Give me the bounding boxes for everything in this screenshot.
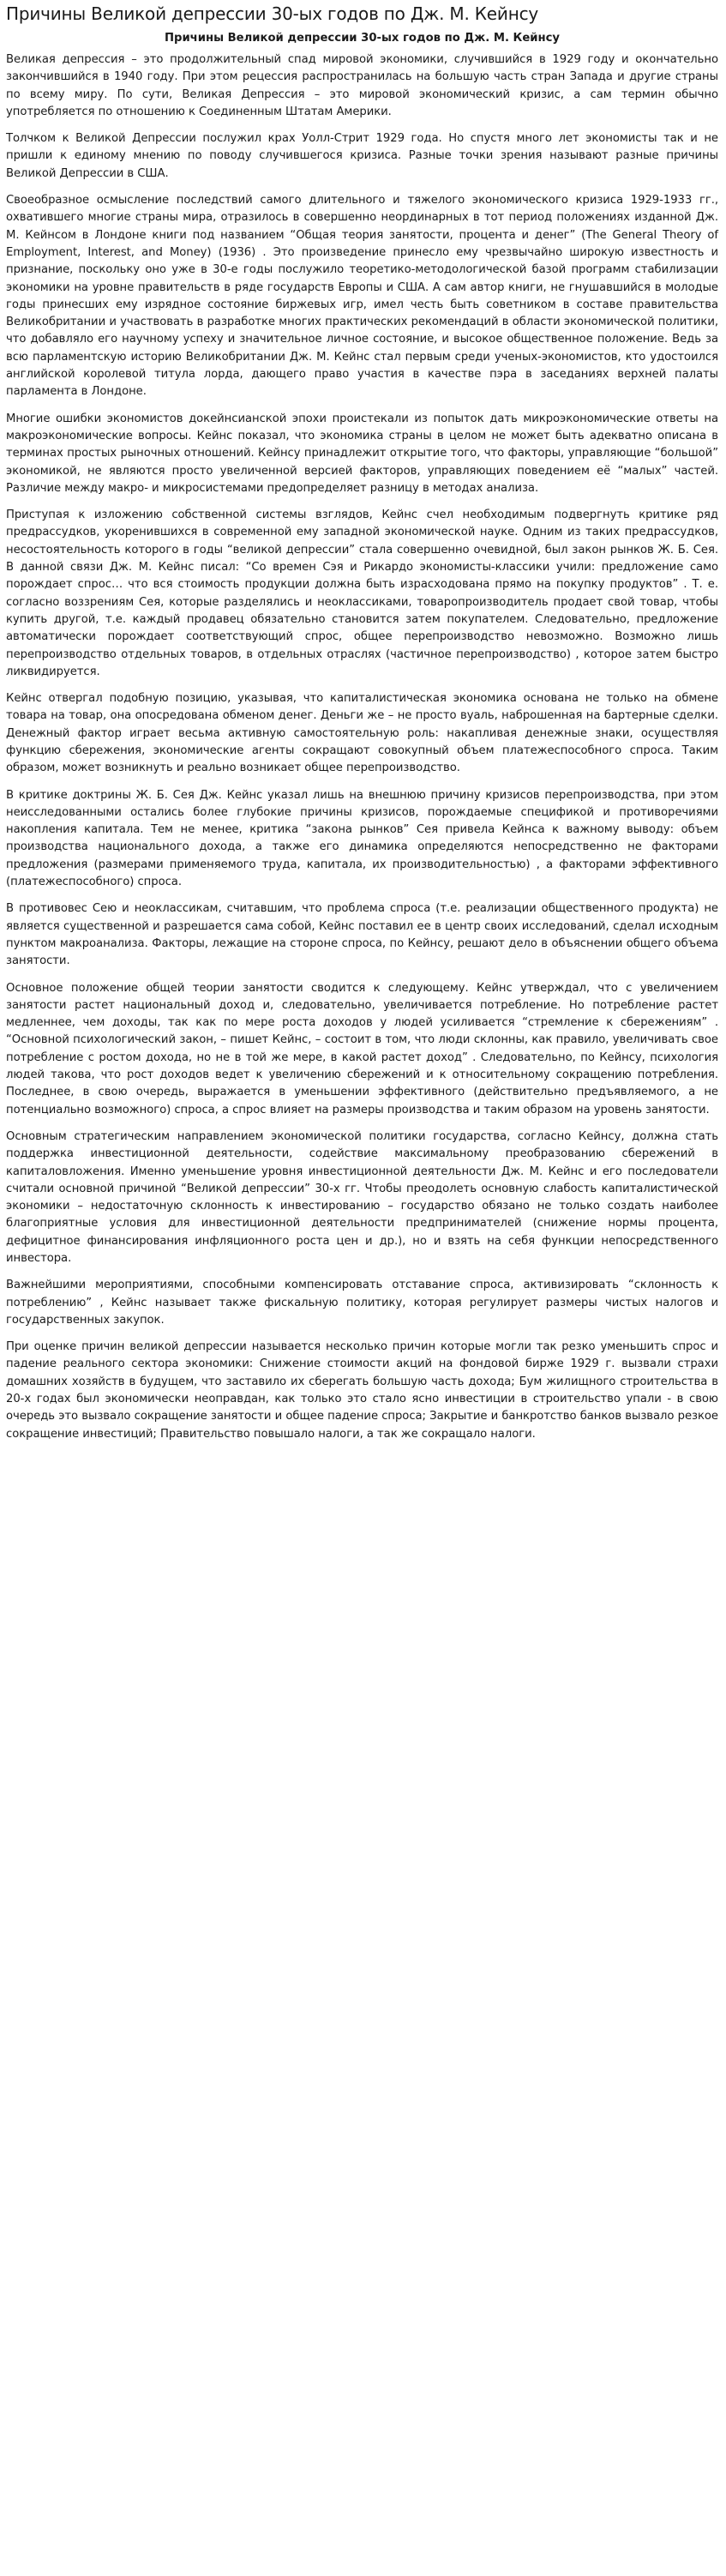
page-title: Причины Великой депрессии 30-ых годов по Дж. М. Кейнсу: [6, 3, 539, 24]
paragraph-11: Важнейшими мероприятиями, способными компенсировать отставание спроса, активизировать “склонность к потреблению” , Кейнс называет также фискальную политику, которая регулирует размеры чистых налогов и государственных закупок.: [6, 1279, 718, 1327]
paragraph-9: Основное положение общей теории занятости сводится к следующему. Кейнс утверждал, что с увеличением занятости растет национальный доход и, следовательно, увеличивается потребление. Но потребление растет медленнее, чем доходы, так как по мере роста доходов у людей усиливается “стремление к сбережениям” . “Основной психологический закон, – пишет Кейнс, – состоит в том, что люди склонны, как правило, увеличивать свое потребление с ростом дохода, но не в той же мере, в какой растет доход” . Следовательно, по Кейнсу, психология людей такова, что рост доходов ведет к увеличению сбережений и к относительному сокращению потребления. Последнее, в свою очередь, выражается в уменьшении эффективного (действительно предъявляемого, а не потенциально возможного) спроса, а спрос влияет на размеры производства и таким образом на уровень занятости.: [6, 981, 718, 1116]
paragraph-2: Толчком к Великой Депрессии послужил крах Уолл-Стрит 1929 года. Но спустя много лет экономисты так и не пришли к единому мнению по поводу случившегося кризиса. Разные точки зрения называют разные причины Великой Депрессии в США.: [6, 132, 718, 180]
paragraph-3: Своеобразное осмысление последствий самого длительного и тяжелого экономического кризиса 1929-1933 гг., охватившего многие страны мира, отразилось в совершенно неординарных в тот период положениях изданной Дж. М. Кейнсом в Лондоне книги под названием “Общая теория занятости, процента и денег” (The General Theory of Employment, Interest, and Money) (1936) . Это произведение принесло ему чрезвычайно широкую известность и признание, поскольку оно уже в 30-е годы послужило теоретико-методологической базой программ стабилизации экономики на уровне правительств в ряде государств Европы и США. А сам автор книги, не гнушавшийся в молодые годы принесших ему изрядное состояние биржевых игр, имел честь быть советником в составе правительства Великобритании и участвовать в разработке многих практических рекомендаций в области экономической политики, что добавляло его научному успеху и значительное личное состояние, и высокое общественное положение. Ведь за всю парламентскую историю Великобритании Дж. М. Кейнс стал первым среди ученых-экономистов, кто удостоился английской королевой титула лорда, дающего право участия в качестве пэра в заседаниях верхней палаты парламента в Лондоне.: [6, 194, 718, 399]
paragraph-6: Кейнс отвергал подобную позицию, указывая, что капиталистическая экономика основана не только на обмене товара на товар, она опосредована обменом денег. Деньги же – не просто вуаль, наброшенная на бартерные сделки. Денежный фактор играет весьма активную самостоятельную роль: накапливая денежные знаки, осуществляя функцию сбережения, экономические агенты сокращают совокупный объем платежеспособного спроса. Таким образом, может возникнуть и реально возникает общее перепроизводство.: [6, 692, 718, 775]
paragraph-10: Основным стратегическим направлением экономической политики государства, согласно Кейнсу, должна стать поддержка инвестиционной деятельности, содействие максимальному преобразованию сбережений в капиталовложения. Именно уменьшение уровня инвестиционной деятельности Дж. М. Кейнс и его последователи считали основной причиной “Великой депрессии” 30-х гг. Чтобы преодолеть основную слабость капиталистической экономики – недостаточную склонность к инвестированию – государство обязано не только создать наиболее благоприятные условия для инвестиционной деятельности предпринимателей (снижение нормы процента, дефицитное финансирования инфляционного роста цен и др.), но и взять на себя функции непосредственного инвестора.: [6, 1129, 718, 1265]
paragraph-8: В противовес Сею и неоклассикам, считавшим, что проблема спроса (т.е. реализации общественного продукта) не является существенной и разрешается сама собой, Кейнс поставил ее в центр своих исследований, сделал исходным пунктом макроанализа. Факторы, лежащие на стороне спроса, по Кейнсу, решают дело в объяснении общего объема занятости.: [6, 902, 718, 968]
paragraph-7: В критике доктрины Ж. Б. Сея Дж. Кейнс указал лишь на внешнюю причину кризисов перепроизводства, при этом неисследованными остались более глубокие причины кризисов, порождаемые спецификой и противоречиями накопления капитала. Тем не менее, критика “закона рынков” Сея привела Кейнса к важному выводу: объем производства национального дохода, а также его динамика определяются непосредственно не факторами предложения (размерами применяемого труда, капитала, их производительностью) , а факторами эффективного (платежеспособного) спроса.: [6, 788, 718, 889]
paragraph-12: При оценке причин великой депрессии называется несколько причин которые могли так резко уменьшить спрос и падение реального сектора экономики: Снижение стоимости акций на фондовой бирже 1929 г. вызвали страхи домашних хозяйств в будущем, что заставило их сберегать большую часть дохода; Бум жилищного строительства в 20-х годах был экономически неоправдан, как только это стало ясно инвестиции в строительство упали - в свою очередь это вызвало сокращение занятости и общее падение спроса; Закрытие и банкротство банков вызвало резкое сокращение инвестиций; Правительство повышало налоги, а так же сокращало налоги.: [6, 1340, 718, 1441]
paragraph-5: Приступая к изложению собственной системы взглядов, Кейнс счел необходимым подвергнуть критике ряд предрассудков, укоренившихся в современной ему западной экономической науке. Одним из таких предрассудков, несостоятельность которого в годы “великой депрессии” стала совершенно очевидной, был закон рынков Ж. Б. Сея. В данной связи Дж. М. Кейнс писал: “Со времен Сэя и Рикардо экономисты-классики учили: предложение само порождает спрос… что вся стоимость продукции должна быть израсходована прямо на покупку продуктов” . Т. е. согласно воззрениям Сея, которые разделялись и неоклассиками, товаропроизводитель продает свой товар, чтобы купить другой, т.е. каждый продавец обязательно становится затем покупателем. Следовательно, предложение автоматически порождает соответствующий спрос, общее перепроизводство невозможно. Возможно лишь перепроизводство отдельных товаров, в отдельных отраслях (частичное перепроизводство) , которое затем быстро ликвидируется.: [6, 509, 718, 678]
article-heading: Причины Великой депрессии 30-ых годов по Дж. М. Кейнсу: [164, 32, 561, 45]
paragraph-1: Великая депрессия – это продолжительный спад мировой экономики, случившийся в 1929 году и окончательно закончившийся в 1940 году. При этом рецессия распространилась на большую часть стран Запада и другие страны по всему миру. По сути, Великая Депрессия – это мировой экономический кризис, а сам термин обычно употребляется по отношению к Соединенным Штатам Америки.: [6, 53, 718, 118]
paragraph-4: Многие ошибки экономистов докейнсианской эпохи проистекали из попыток дать микроэкономические ответы на макроэкономические вопросы. Кейнс показал, что экономика страны в целом не может быть адекватно описана в терминах простых рыночных отношений. Кейнсу принадлежит открытие того, что факторы, управляющие “большой” экономикой, не являются просто увеличенной версией факторов, управляющих поведением её “малых” частей. Различие между макро- и микросистемами предопределяет разницу в методах анализа.: [6, 412, 718, 495]
